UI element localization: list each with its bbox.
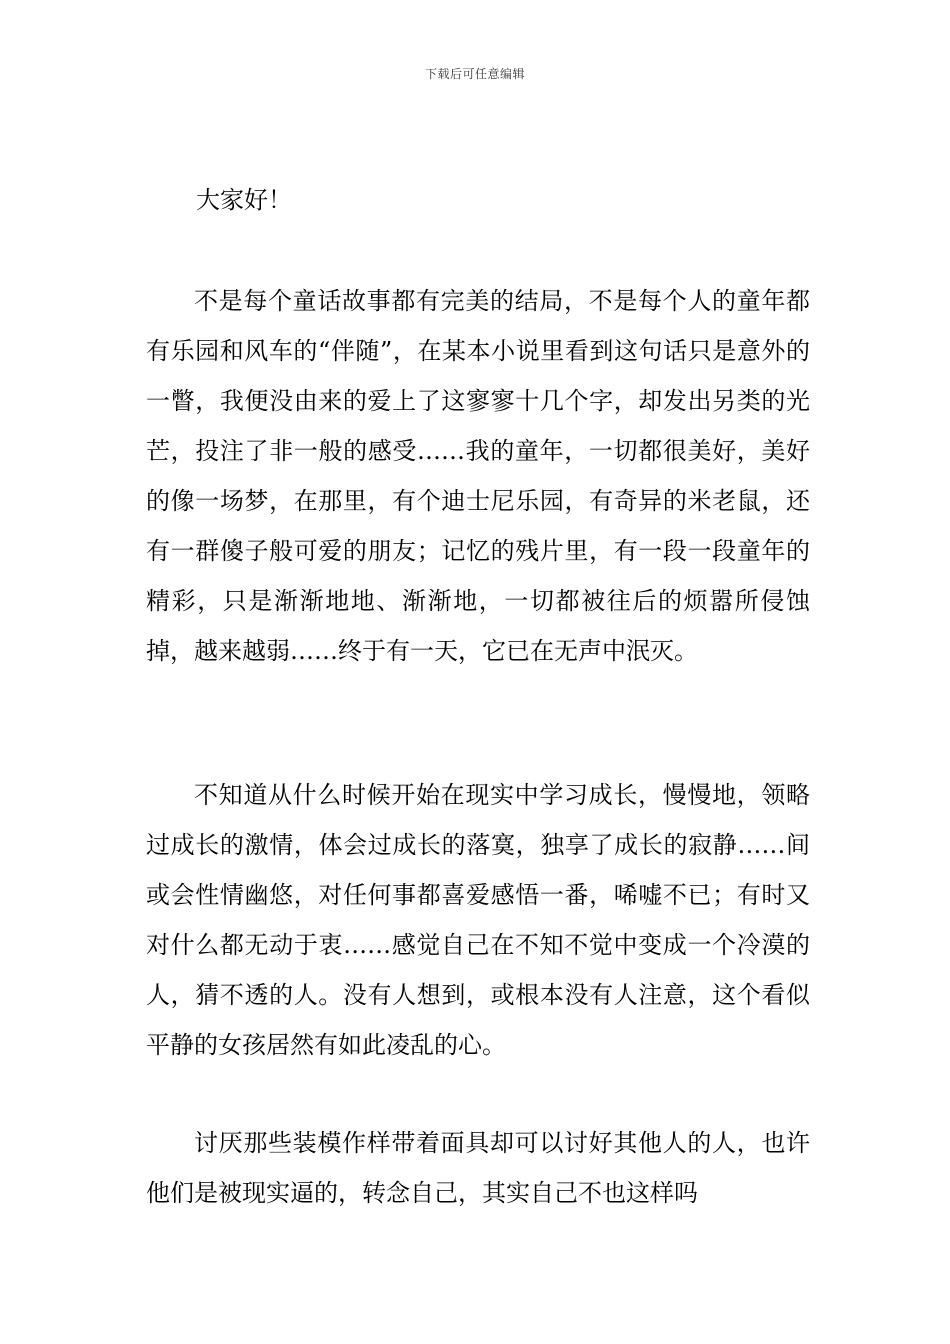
greeting-line: 大家好！: [196, 186, 292, 214]
page-header: 下载后可任意编辑: [424, 67, 525, 81]
paragraph-1: 不是每个童话故事都有完美的结局，不是每个人的童年都有乐园和风车的“伴随”，在某本小说里看到这句话只是意外的一瞥，我便没由来的爱上了这寥寥十几个字，却发出另类的光芒，投注了非一般的感受……我的童年，一切都很美好，美好的像一场梦，在那里，有个迪士尼乐园，有奇异的米老鼠，还有一群傻子般可爱的朋友；记忆的残片里，有一段一段童年的精彩，只是渐渐地地、渐渐地，一切都被往后的烦嚣所侵蚀掉，越来越弱……终于有一天，它已在无声中泯灭。: [146, 287, 810, 665]
paragraph-2: 不知道从什么时候开始在现实中学习成长，慢慢地，领略过成长的激情，体会过成长的落寞，独享了成长的寂静……间或会性情幽悠，对任何事都喜爱感悟一番，唏嘘不已；有时又对什么都无动于衷……感觉自己在不知不觉中变成一个冷漠的人，猜不透的人。没有人想到，或根本没有人注意，这个看似平静的女孩居然有如此凌乱的心。: [146, 781, 810, 1059]
paragraph-3: 讨厌那些装模作样带着面具却可以讨好其他人的人，也许他们是被现实逼的，转念自己，其实自己不也这样吗: [146, 1129, 810, 1207]
